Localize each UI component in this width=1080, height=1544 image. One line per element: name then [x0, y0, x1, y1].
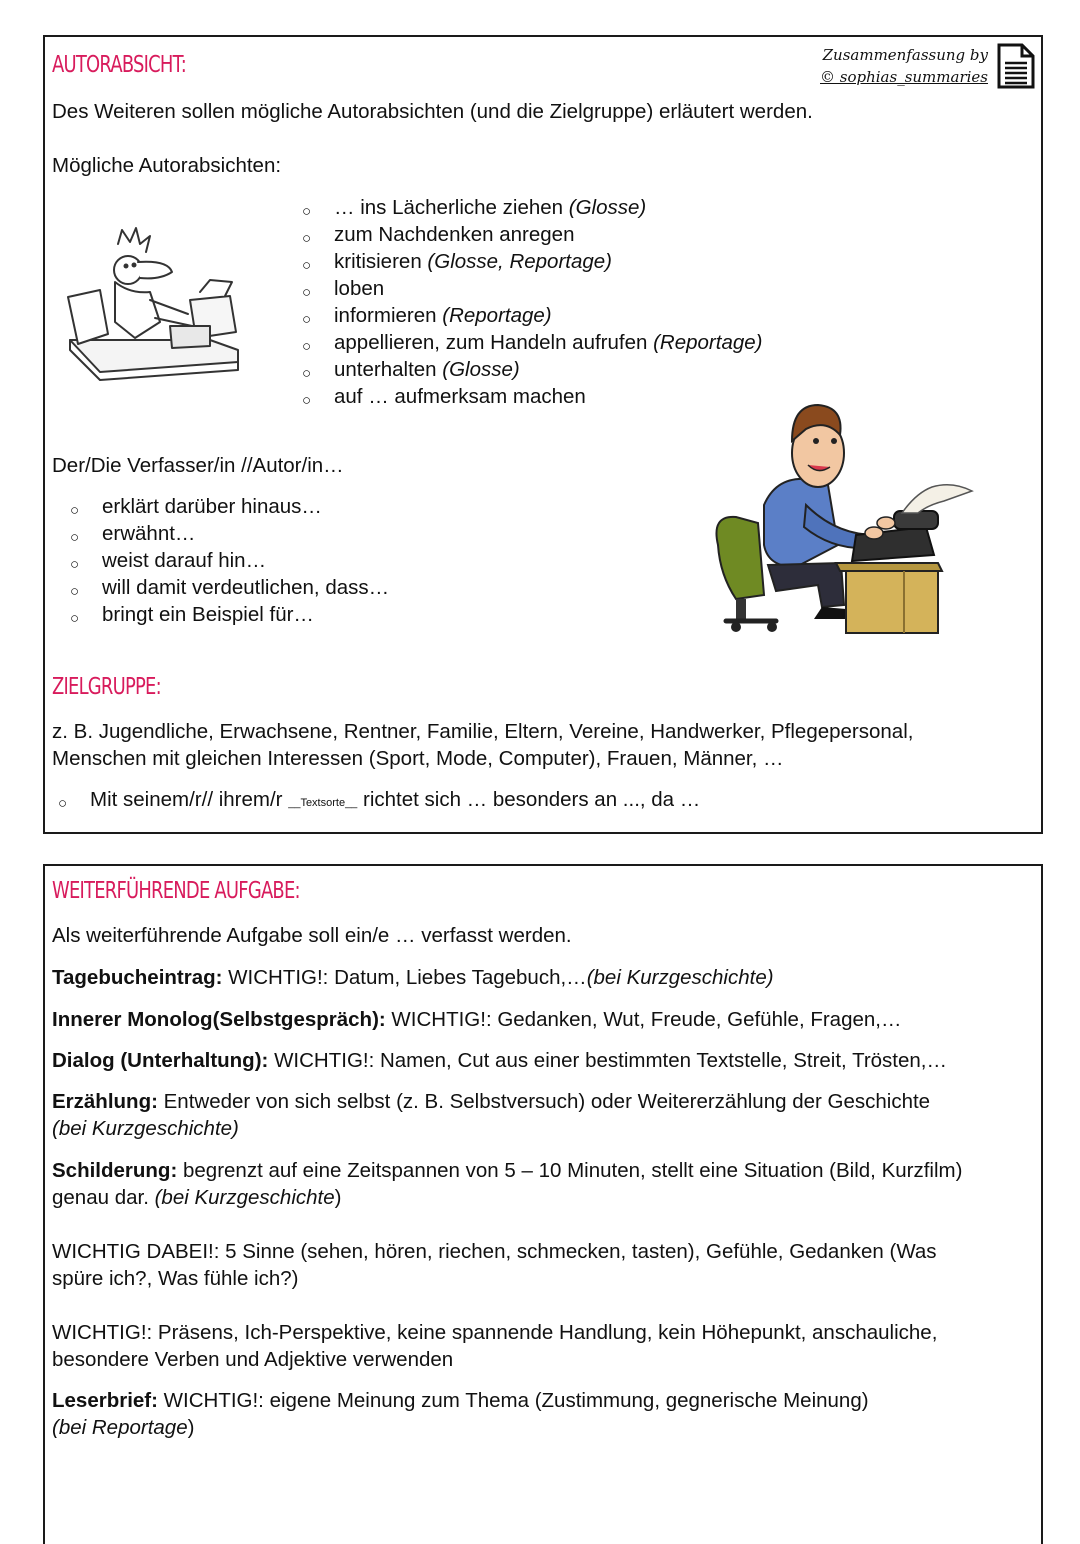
bullet-icon: ○ [302, 284, 312, 301]
bullet-icon: ○ [70, 583, 80, 600]
list-item: informieren (Reportage) [334, 304, 552, 327]
bullet-icon: ○ [302, 230, 312, 247]
aufgabe-heading: WEITERFÜHRENDE AUFGABE: [52, 878, 300, 904]
bullet-icon: ○ [70, 529, 80, 546]
list-item: appellieren, zum Handeln aufrufen (Reportage) [334, 331, 763, 354]
erzaehlung-note: (bei Kurzgeschichte) [52, 1117, 239, 1140]
man-at-typewriter-illustration [706, 395, 976, 640]
bullet-icon: ○ [302, 392, 312, 409]
brand-line2: © sophias_summaries [820, 68, 988, 86]
intentions-label: Mögliche Autorabsichten: [52, 154, 282, 177]
bullet-icon: ○ [70, 556, 80, 573]
bullet-icon: ○ [302, 257, 312, 274]
bullet-icon: ○ [302, 311, 312, 328]
wichtig-line1: WICHTIG!: Präsens, Ich-Perspektive, keine spannende Handlung, kein Höhepunkt, anschauliche, [52, 1321, 938, 1344]
autorabsicht-heading: AUTORABSICHT: [52, 52, 187, 78]
zielgruppe-template: Mit seinem/r// ihrem/r __Textsorte__ richtet sich … besonders an ..., da … [90, 788, 701, 811]
list-item: weist darauf hin… [102, 549, 267, 572]
bullet-icon: ○ [58, 795, 68, 812]
list-item: erwähnt… [102, 522, 196, 545]
brand-line1: Zusammenfassung by [822, 46, 988, 64]
list-item: auf … aufmerksam machen [334, 385, 586, 408]
aufgabe-intro: Als weiterführende Aufgabe soll ein/e … verfasst werden. [52, 924, 572, 947]
erzaehlung-line: Erzählung: Entweder von sich selbst (z. B. Selbstversuch) oder Weitererzählung der Geschichte [52, 1090, 931, 1113]
tagebuch-line: Tagebucheintrag: WICHTIG!: Datum, Liebes Tagebuch,…(bei Kurzgeschichte) [52, 966, 774, 989]
leserbrief-note: (bei Reportage) [52, 1416, 195, 1439]
list-item: erklärt darüber hinaus… [102, 495, 322, 518]
wichtig-dabei-line1: WICHTIG DABEI!: 5 Sinne (sehen, hören, riechen, schmecken, tasten), Gefühle, Gedanken (Was [52, 1240, 937, 1263]
zielgruppe-line1: z. B. Jugendliche, Erwachsene, Rentner, Familie, Eltern, Vereine, Handwerker, Pflegepersonal, [52, 720, 914, 743]
monolog-line: Innerer Monolog(Selbstgespräch): WICHTIG!: Gedanken, Wut, Freude, Gefühle, Fragen,… [52, 1008, 902, 1031]
zielgruppe-heading: ZIELGRUPPE: [52, 674, 161, 700]
bullet-icon: ○ [302, 365, 312, 382]
bullet-icon: ○ [70, 502, 80, 519]
bullet-icon: ○ [70, 610, 80, 627]
wichtig-line2: besondere Verben und Adjektive verwenden [52, 1348, 454, 1371]
wichtig-dabei-line2: spüre ich?, Was fühle ich?) [52, 1267, 299, 1290]
dialog-line: Dialog (Unterhaltung): WICHTIG!: Namen, Cut aus einer bestimmten Textstelle, Streit, Trösten,… [52, 1049, 947, 1072]
list-item: zum Nachdenken anregen [334, 223, 575, 246]
list-item: loben [334, 277, 385, 300]
brand-credit [820, 44, 988, 88]
bullet-icon: ○ [302, 203, 312, 220]
document-icon [996, 42, 1036, 90]
zielgruppe-line2: Menschen mit gleichen Interessen (Sport, Mode, Computer), Frauen, Männer, … [52, 747, 784, 770]
schilderung-line: Schilderung: begrenzt auf eine Zeitspannen von 5 – 10 Minuten, stellt eine Situation (Bild, Kurzfilm) [52, 1159, 963, 1182]
author-phrases-label: Der/Die Verfasser/in //Autor/in… [52, 454, 344, 477]
list-item: kritisieren (Glosse, Reportage) [334, 250, 613, 273]
list-item: bringt ein Beispiel für… [102, 603, 314, 626]
stressed-writer-illustration [60, 222, 245, 382]
autorabsicht-intro: Des Weiteren sollen mögliche Autorabsichten (und die Zielgruppe) erläutert werden. [52, 100, 813, 123]
leserbrief-line: Leserbrief: WICHTIG!: eigene Meinung zum Thema (Zustimmung, gegnerische Meinung) [52, 1389, 869, 1412]
list-item: … ins Lächerliche ziehen (Glosse) [334, 196, 647, 219]
bullet-icon: ○ [302, 338, 312, 355]
list-item: unterhalten (Glosse) [334, 358, 520, 381]
list-item: will damit verdeutlichen, dass… [102, 576, 390, 599]
schilderung-line2: genau dar. (bei Kurzgeschichte) [52, 1186, 342, 1209]
